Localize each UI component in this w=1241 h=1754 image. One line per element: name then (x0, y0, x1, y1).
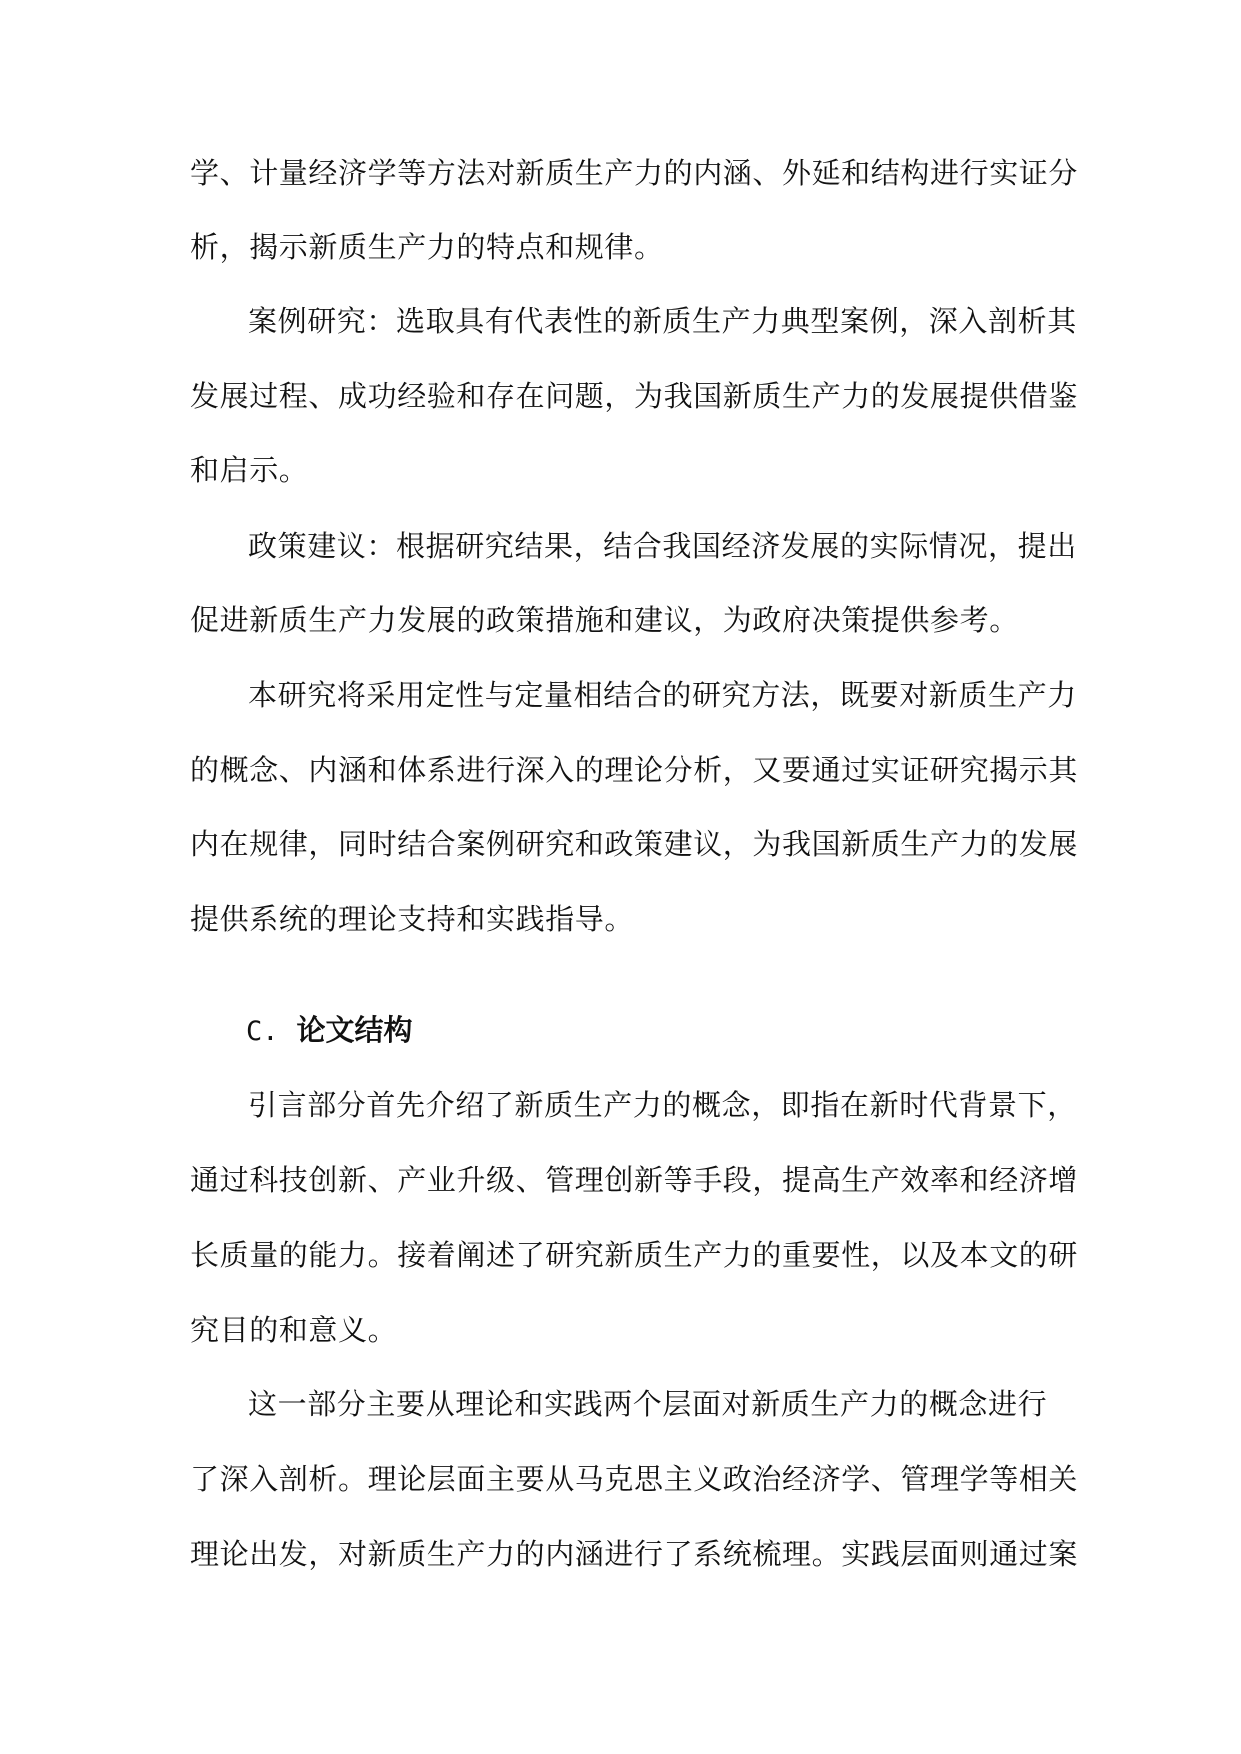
paragraph-line: 的概念、内涵和体系进行深入的理论分析，又要通过实证研究揭示其 (190, 753, 1079, 787)
paragraph-line: 了深入剖析。理论层面主要从马克思主义政治经济学、管理学等相关 (190, 1462, 1079, 1496)
paragraph-line: 政策建议：根据研究结果，结合我国经济发展的实际情况，提出 (248, 529, 1077, 563)
paragraph-line: 理论出发，对新质生产力的内涵进行了系统梳理。实践层面则通过案 (190, 1537, 1079, 1571)
paragraph-line: 究目的和意义。 (190, 1313, 398, 1347)
paragraph-line: 和启示。 (190, 453, 309, 487)
section-title: 论文结构 (296, 1013, 413, 1047)
paragraph-line: 促进新质生产力发展的政策措施和建议，为政府决策提供参考。 (190, 603, 1019, 637)
section-number: C. (246, 1016, 279, 1047)
paragraph-line: 通过科技创新、产业升级、管理创新等手段，提高生产效率和经济增 (190, 1163, 1079, 1197)
paragraph-line: 本研究将采用定性与定量相结合的研究方法，既要对新质生产力 (248, 678, 1077, 712)
paragraph-line: 引言部分首先介绍了新质生产力的概念，即指在新时代背景下， (248, 1088, 1077, 1122)
paragraph-line: 提供系统的理论支持和实践指导。 (190, 902, 635, 936)
paragraph-line: 案例研究：选取具有代表性的新质生产力典型案例，深入剖析其 (248, 304, 1077, 338)
paragraph-line: 长质量的能力。接着阐述了研究新质生产力的重要性，以及本文的研 (190, 1238, 1079, 1272)
paragraph-line: 内在规律，同时结合案例研究和政策建议，为我国新质生产力的发展 (190, 827, 1079, 861)
paragraph-line: 发展过程、成功经验和存在问题，为我国新质生产力的发展提供借鉴 (190, 379, 1079, 413)
paragraph-line: 学、计量经济学等方法对新质生产力的内涵、外延和结构进行实证分 (190, 156, 1079, 190)
paragraph-line: 析，揭示新质生产力的特点和规律。 (190, 230, 664, 264)
section-heading (246, 1010, 413, 1052)
paragraph-line: 这一部分主要从理论和实践两个层面对新质生产力的概念进行 (248, 1387, 1048, 1421)
